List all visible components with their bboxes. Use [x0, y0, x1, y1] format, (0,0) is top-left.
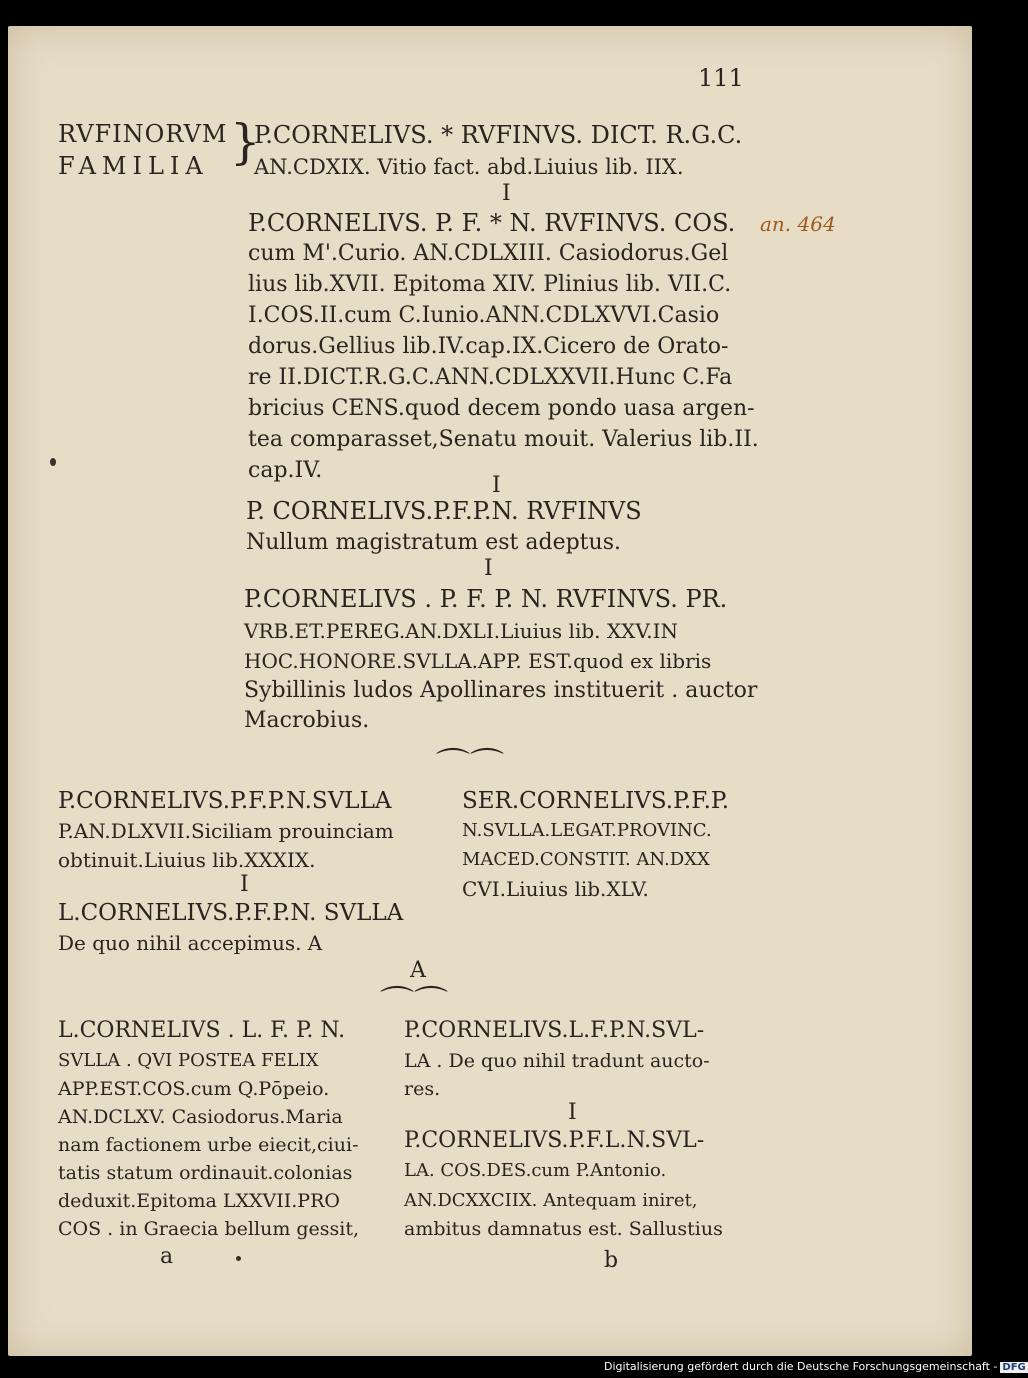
text-line: COS . in Graecia bellum gessit,	[58, 1218, 360, 1240]
split-brace-icon: ⌒⌒	[380, 984, 448, 1024]
family-label-2: FAMILIA	[58, 152, 209, 180]
page-number: 111	[698, 64, 744, 92]
marginal-note: an. 464	[760, 212, 836, 236]
stemma-marker: I	[240, 872, 249, 897]
text-line: MACED.CONSTIT. AN.DXX	[462, 849, 710, 870]
stemma-marker: I	[502, 181, 511, 206]
text-line: P.CORNELIVS . P. F. P. N. RVFINVS. PR.	[244, 585, 728, 613]
text-line: Nullum magistratum est adeptus.	[246, 530, 621, 555]
text-line: P.AN.DLXVII.Siciliam prouinciam	[58, 819, 394, 843]
text-line: ambitus damnatus est. Sallustius	[404, 1218, 723, 1240]
text-line: N.SVLLA.LEGAT.PROVINC.	[462, 820, 712, 841]
text-line: bricius CENS.quod decem pondo uasa argen-	[248, 396, 755, 421]
stemma-marker: I	[484, 556, 493, 581]
footer-text: Digitalisierung gefördert durch die Deutsche Forschungsgemeinschaft -	[604, 1360, 998, 1373]
family-label-1: RVFINORVM	[58, 120, 228, 148]
footer-credit	[604, 1360, 1028, 1373]
text-line: deduxit.Epitoma LXXVII.PRO	[58, 1190, 340, 1212]
text-line: re II.DICT.R.G.C.ANN.CDLXXVII.Hunc C.Fa	[248, 365, 733, 390]
dfg-logo: DFG	[1002, 1362, 1026, 1373]
text-line: obtinuit.Liuius lib.XXXIX.	[58, 848, 316, 872]
stemma-marker: A	[410, 958, 426, 983]
brace-icon: }	[230, 114, 261, 170]
text-line: tea comparasset,Senatu mouit. Valerius lib.II.	[248, 427, 759, 452]
text-line: De quo nihil accepimus. A	[58, 931, 323, 955]
text-line: SER.CORNELIVS.P.F.P.	[462, 788, 730, 814]
text-line: VRB.ET.PEREG.AN.DXLI.Liuius lib. XXV.IN	[244, 619, 679, 643]
text-line: L.CORNELIVS . L. F. P. N.	[58, 1018, 346, 1043]
text-line: lius lib.XVII. Epitoma XIV. Plinius lib. VII.C.	[248, 272, 732, 297]
book-page	[8, 26, 972, 1356]
text-line: Sybillinis ludos Apollinares instituerit . auctor	[244, 678, 758, 703]
text-line: cum M'.Curio. AN.CDLXIII. Casiodorus.Gel	[248, 241, 729, 266]
text-line: SVLLA . QVI POSTEA FELIX	[58, 1050, 319, 1071]
family-entry-1: P.CORNELIVS. * RVFINVS. DICT. R.G.C.	[254, 121, 743, 149]
text-line: P.CORNELIVS. P. F. * N. RVFINVS. COS.	[248, 209, 736, 237]
text-line: AN.DCXXCIIX. Antequam iniret,	[404, 1190, 698, 1211]
text-line: AN.DCLXV. Casiodorus.Maria	[58, 1106, 343, 1128]
signature-mark: a	[160, 1244, 174, 1269]
text-line: CVI.Liuius lib.XLV.	[462, 877, 649, 901]
text-line: nam factionem urbe eiecit,ciui-	[58, 1134, 359, 1156]
signature-mark: b	[604, 1248, 619, 1273]
text-line: I.COS.II.cum C.Iunio.ANN.CDLXVVI.Casio	[248, 303, 720, 328]
ink-mark	[50, 458, 56, 466]
ink-mark	[236, 1256, 241, 1261]
text-line: P.CORNELIVS.L.F.P.N.SVL-	[404, 1018, 705, 1043]
text-line: P. CORNELIVS.P.F.P.N. RVFINVS	[246, 497, 642, 525]
text-line: P.CORNELIVS.P.F.P.N.SVLLA	[58, 788, 392, 814]
text-line: HOC.HONORE.SVLLA.APP. EST.quod ex libris	[244, 649, 712, 673]
text-line: L.CORNELIVS.P.F.P.N. SVLLA	[58, 900, 404, 926]
split-brace-icon: ⌒⌒	[436, 746, 504, 786]
text-line: P.CORNELIVS.P.F.L.N.SVL-	[404, 1128, 705, 1153]
stemma-marker: I	[568, 1100, 577, 1125]
text-line: res.	[404, 1078, 441, 1100]
stemma-marker: I	[492, 473, 501, 498]
text-line: tatis statum ordinauit.colonias	[58, 1162, 353, 1184]
text-line: LA . De quo nihil tradunt aucto-	[404, 1050, 710, 1072]
text-line: dorus.Gellius lib.IV.cap.IX.Cicero de Orato-	[248, 334, 729, 359]
family-entry-2: AN.CDXIX. Vitio fact. abd.Liuius lib. IIX.	[254, 155, 684, 179]
text-line: APP.EST.COS.cum Q.Pōpeio.	[58, 1078, 330, 1100]
text-line: Macrobius.	[244, 708, 370, 733]
text-line: cap.IV.	[248, 458, 323, 483]
text-line: LA. COS.DES.cum P.Antonio.	[404, 1160, 667, 1181]
